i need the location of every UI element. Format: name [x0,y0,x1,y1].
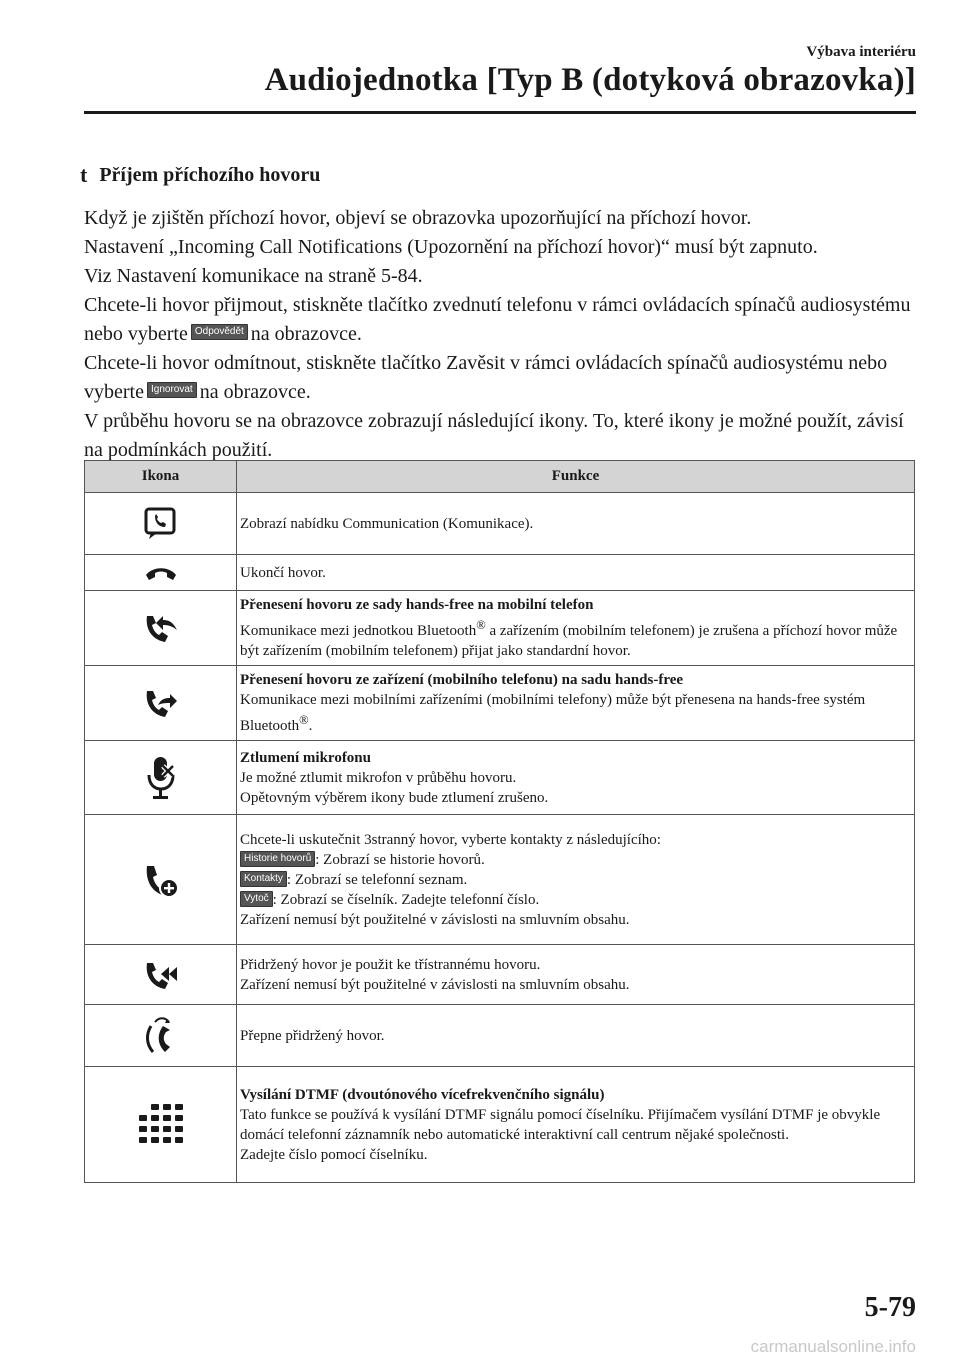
function-text: Zadejte číslo pomocí číselníku. [240,1146,428,1163]
function-text: Komunikace mezi mobilními zařízeními (mobilními telefony) může být přenesena na hands-free systém Bluetooth [240,692,866,734]
function-text: Opětovným výběrem ikony bude ztlumení zrušeno. [240,789,549,806]
function-text: Zařízení nemusí být použitelné v závislosti na smluvním obsahu. [240,976,630,993]
page-title: Audiojednotka [Typ B (dotyková obrazovka)] [264,62,916,98]
function-cell [237,591,915,666]
function-text: : Zobrazí se číselník. Zadejte telefonní číslo. [272,891,540,908]
paragraph-text: na obrazovce. [199,381,311,403]
answer-button-label: Odpovědět [191,324,248,340]
table-row [85,666,915,741]
table-row [85,945,915,1005]
function-cell [237,741,915,815]
dial-button-label: Vytoč [240,891,273,907]
ignore-button-label: Ignorovat [147,382,197,398]
function-text: Chcete-li uskutečnit 3stranný hovor, vyberte kontakty z následujícího: [240,831,661,848]
table-row [85,1005,915,1067]
add-call-icon [141,858,181,902]
function-text: Komunikace mezi jednotkou Bluetooth [240,623,477,639]
table-row [85,815,915,945]
table-row [85,493,915,555]
table-row [85,555,915,591]
section-title: Příjem příchozího hovoru [99,163,321,186]
paragraph-text: na obrazovce. [250,323,362,345]
function-text: Je možné ztlumit mikrofon v průběhu hovoru. [240,769,517,786]
paragraph [84,349,920,407]
watermark: carmanualsonline.info [750,1337,916,1356]
function-cell [237,815,915,945]
communication-icon [143,506,179,542]
icon-table [84,460,915,1183]
function-cell: Zobrazí nabídku Communication (Komunikace). [237,493,915,555]
section-heading [80,162,320,188]
call-history-button-label: Historie hovorů [240,851,315,867]
function-title: Přenesení hovoru ze zařízení (mobilního telefonu) na sadu hands-free [240,672,684,688]
column-header-function: Funkce [237,461,915,493]
function-note: Zařízení nemusí být použitelné v závislosti na smluvním obsahu. [240,911,630,928]
table-row [85,591,915,666]
hang-up-icon [143,563,179,583]
function-cell [237,945,915,1005]
paragraph: Nastavení „Incoming Call Notifications (Upozornění na příchozí hovor)“ musí být zapnuto. [84,236,818,258]
function-title: Ztlumení mikrofonu [240,749,371,766]
table-row [85,1067,915,1183]
function-text: a zařízením (mobilním telefonem) je zrušena a příchozí hovor může být zařízením (mobilním telefonem) přijat jako standardní hovor. [240,623,898,659]
keypad-icon [137,1101,185,1149]
merge-call-icon [141,955,181,995]
section-bullet: t [80,162,88,187]
paragraph: Viz Nastavení komunikace na straně 5-84. [84,265,423,287]
header-subtitle: Výbava interiéru [806,44,916,60]
swap-call-icon [141,1014,181,1058]
paragraph [84,291,920,349]
table-header-row [85,461,915,493]
paragraph-text: Chcete-li hovor odmítnout, stiskněte tlačítko Zavěsit v rámci ovládacích spínačů audiosystému nebo vyberte [84,352,888,403]
function-cell [237,666,915,741]
function-cell: Přepne přidržený hovor. [237,1005,915,1067]
paragraph-text: Chcete-li hovor přijmout, stiskněte tlačítko zvednutí telefonu v rámci ovládacích spínačů audiosystému nebo vyberte [84,294,911,345]
page-number: 5-79 [864,1292,916,1323]
function-cell: Ukončí hovor. [237,555,915,591]
paragraph: V průběhu hovoru se na obrazovce zobrazují následující ikony. To, které ikony je možné použít, závisí na podmínkách použití. [84,410,904,461]
registered-mark: ® [476,618,486,632]
function-text: : Zobrazí se telefonní seznam. [286,871,468,888]
function-text: . [308,718,313,734]
mute-microphone-icon [143,754,179,802]
function-text: Přidržený hovor je použit ke třístrannému hovoru. [240,956,541,973]
transfer-to-handsfree-icon [141,683,181,723]
function-title: Vysílání DTMF (dvoutónového vícefrekvenčního signálu) [240,1086,605,1103]
function-text: : Zobrazí se historie hovorů. [315,851,485,868]
registered-mark: ® [299,713,309,727]
body-text [84,204,920,465]
contacts-button-label: Kontakty [240,871,287,887]
function-title: Přenesení hovoru ze sady hands-free na mobilní telefon [240,597,594,613]
table-row [85,741,915,815]
function-text: Tato funkce se používá k vysílání DTMF signálu pomocí číselníku. Přijímačem vysílání DTMF je obvykle domácí telefonní záznamník nebo automatické interaktivní call centrum nějaké společnosti. [240,1106,881,1143]
function-cell [237,1067,915,1183]
paragraph: Když je zjištěn příchozí hovor, objeví se obrazovka upozorňující na příchozí hovor. [84,207,752,229]
column-header-icon: Ikona [85,461,237,493]
header-divider [84,111,916,114]
transfer-to-phone-icon [141,608,181,648]
